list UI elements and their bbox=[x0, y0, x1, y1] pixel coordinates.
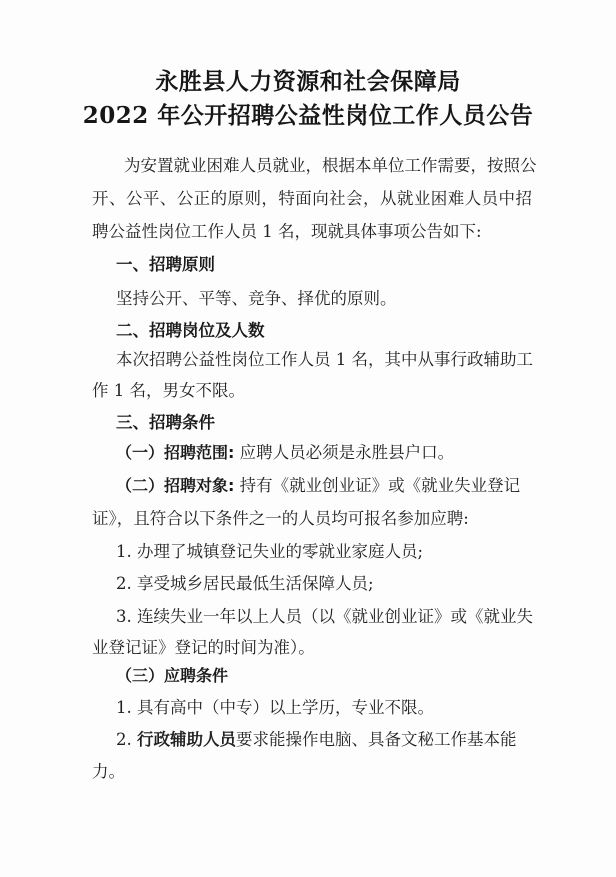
section3-item3-heading: （三）应聘条件 bbox=[116, 666, 229, 685]
list-item-1: 1. 办理了城镇登记失业的零就业家庭人员; bbox=[116, 542, 424, 561]
item1-label: （一）招聘范围: bbox=[116, 443, 235, 462]
intro-line-3: 聘公益性岗位工作人员 1 名，现就具体事项公告如下: bbox=[92, 222, 482, 241]
intro-line-2: 开、公平、公正的原则，特面向社会，从就业困难人员中招 bbox=[92, 189, 532, 208]
section3-item2-cont: 证》，且符合以下条件之一的人员均可报名参加应聘: bbox=[92, 509, 469, 528]
document-title-line2: 2022 年公开招聘公益性岗位工作人员公告 bbox=[82, 102, 534, 129]
condition-2-prefix: 2. bbox=[116, 730, 137, 749]
condition-2-cont: 力。 bbox=[92, 762, 125, 781]
item1-text: 应聘人员必须是永胜县户口。 bbox=[234, 443, 455, 462]
section1-heading: 一、招聘原则 bbox=[116, 255, 215, 274]
section3-item2 bbox=[116, 472, 520, 496]
condition-2-bold: 行政辅助人员 bbox=[137, 730, 236, 749]
section3-heading: 三、招聘条件 bbox=[116, 413, 215, 432]
condition-1: 1. 具有高中（中专）以上学历，专业不限。 bbox=[116, 698, 434, 717]
list-item-3: 3. 连续失业一年以上人员（以《就业创业证》或《就业失 bbox=[116, 607, 533, 626]
section2-text-line-2: 作 1 名，男女不限。 bbox=[92, 381, 245, 400]
section1-text: 坚持公开、平等、竞争、择优的原则。 bbox=[116, 289, 397, 308]
list-item-2: 2. 享受城乡居民最低生活保障人员; bbox=[116, 574, 374, 593]
list-item-3-cont: 业登记证》登记的时间为准）。 bbox=[92, 638, 315, 657]
intro-line-1: 为安置就业困难人员就业，根据本单位工作需要，按照公 bbox=[124, 156, 537, 175]
item2-text: 持有《就业创业证》或《就业失业登记 bbox=[234, 476, 521, 495]
section3-item1 bbox=[116, 439, 454, 463]
document-title-line1: 永胜县人力资源和社会保障局 bbox=[155, 68, 461, 95]
section2-text-line-1: 本次招聘公益性岗位工作人员 1 名，其中从事行政辅助工 bbox=[116, 350, 533, 369]
condition-2-text: 要求能操作电脑、具备文秘工作基本能 bbox=[236, 730, 517, 749]
condition-2 bbox=[116, 726, 517, 750]
section2-heading: 二、招聘岗位及人数 bbox=[116, 321, 265, 340]
item2-label: （二）招聘对象: bbox=[116, 476, 235, 495]
